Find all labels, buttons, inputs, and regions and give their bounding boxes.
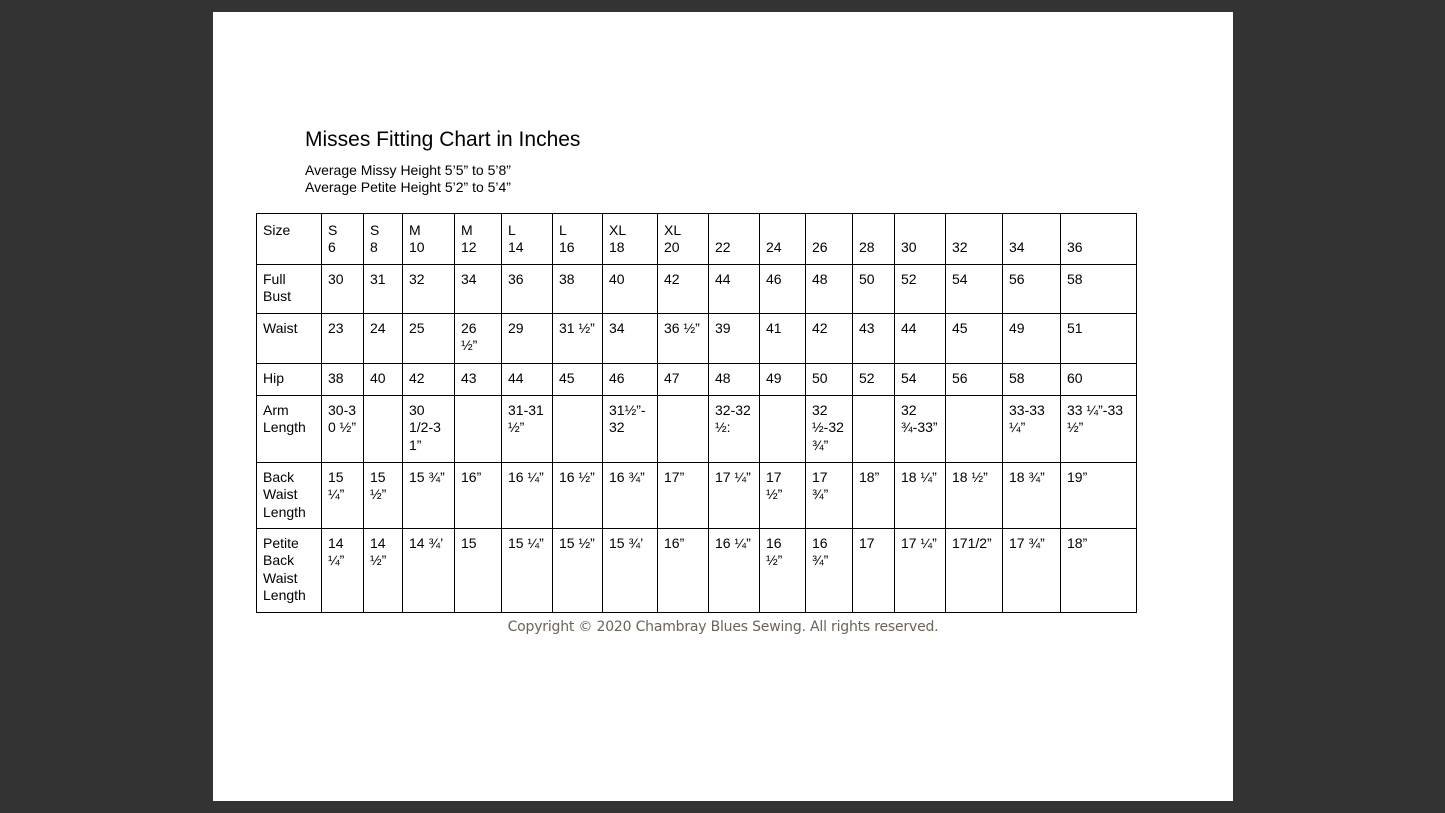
cell-text: 43: [461, 370, 477, 386]
cell-text: 15 ¾’: [609, 535, 644, 551]
table-row-petite-back-waist-length: [257, 529, 1137, 613]
table-cell: [403, 364, 455, 396]
cell-text: 20: [664, 239, 680, 256]
table-cell: [502, 396, 553, 463]
table-cell: [502, 314, 553, 364]
cell-text: [859, 222, 890, 239]
table-cell: [553, 396, 603, 463]
cell-text: 26: [461, 320, 477, 336]
cell-text: 15 ½”: [559, 535, 595, 551]
cell-text: 30: [328, 271, 344, 287]
table-cell: [709, 529, 760, 613]
cell-text: 16 ¾”: [609, 469, 645, 485]
table-cell: [364, 214, 403, 265]
cell-text: 18”: [1067, 535, 1088, 551]
cell-text: 15 ¼”: [508, 535, 544, 551]
table-cell: [455, 314, 502, 364]
petite-height-note: Average Petite Height 5’2” to 5’4”: [305, 179, 511, 195]
table-cell: [658, 396, 709, 463]
cell-text: 23: [328, 320, 344, 336]
table-cell: [760, 396, 806, 463]
row-header-cell: [257, 396, 322, 463]
cell-text: 24: [370, 320, 386, 336]
cell-text: ¾”: [812, 552, 829, 569]
cell-text: 42: [409, 370, 425, 386]
cell-text: 28: [859, 239, 875, 256]
table-cell: [806, 364, 853, 396]
cell-text: ½”: [766, 486, 783, 503]
row-header-cell: [257, 529, 322, 613]
cell-text: ½”: [370, 552, 387, 569]
cell-text: 32-32: [715, 402, 751, 418]
table-cell: [502, 364, 553, 396]
cell-text: ½”: [1067, 419, 1084, 436]
row-header-cell: [257, 265, 322, 314]
cell-text: 48: [812, 271, 828, 287]
table-cell: [709, 265, 760, 314]
cell-text: [901, 222, 941, 239]
cell-text: 10: [409, 239, 425, 256]
cell-text: 44: [508, 370, 524, 386]
cell-text: 30: [901, 239, 917, 256]
table-cell: [603, 364, 658, 396]
table-cell: [853, 529, 895, 613]
cell-text: 17: [812, 469, 828, 485]
document-subtitle: [305, 162, 511, 196]
table-cell: [806, 529, 853, 613]
cell-text: L: [559, 222, 567, 238]
cell-text: 18: [609, 239, 625, 256]
cell-text: 34: [609, 320, 625, 336]
table-cell: [1003, 314, 1061, 364]
table-cell: [895, 214, 946, 265]
cell-text: 25: [409, 320, 425, 336]
cell-text: Hip: [263, 370, 285, 386]
table-row-hip: [257, 364, 1137, 396]
table-cell: [1003, 364, 1061, 396]
cell-text: 8: [370, 239, 378, 256]
cell-text: 36: [508, 271, 524, 287]
cell-text: 44: [901, 320, 917, 336]
cell-text: 54: [901, 370, 917, 386]
cell-text: M: [409, 222, 421, 238]
table-cell: [895, 364, 946, 396]
table-row-arm-length: [257, 396, 1137, 463]
cell-text: 42: [664, 271, 680, 287]
cell-text: 16 ¼”: [508, 469, 544, 485]
table-cell: [455, 463, 502, 529]
cell-text: 31 ½”: [559, 320, 595, 336]
table-cell: [1003, 265, 1061, 314]
table-cell: [658, 463, 709, 529]
cell-text: [952, 222, 998, 239]
copyright-notice: Copyright © 2020 Chambray Blues Sewing. All rights reserved.: [507, 619, 939, 635]
cell-text: 18 ¾”: [1009, 469, 1045, 485]
table-cell: [603, 214, 658, 265]
cell-text: ¾”: [812, 486, 829, 503]
cell-text: 22: [715, 239, 731, 256]
table-cell: [403, 314, 455, 364]
fitting-chart-table: [256, 213, 1137, 613]
table-cell: [1003, 214, 1061, 265]
cell-text: [461, 402, 497, 419]
cell-text: Waist: [263, 320, 298, 336]
cell-text: 12: [461, 239, 477, 256]
table-cell: [364, 463, 403, 529]
cell-text: [370, 402, 398, 419]
table-cell: [709, 463, 760, 529]
table-cell: [553, 463, 603, 529]
cell-text: Bust: [263, 288, 292, 305]
cell-text: Petite: [263, 535, 299, 551]
cell-text: 40: [370, 370, 386, 386]
cell-text: 36 ½”: [664, 320, 700, 336]
table-cell: [946, 463, 1003, 529]
cell-text: Size: [263, 222, 291, 238]
table-cell: [658, 265, 709, 314]
table-cell: [553, 364, 603, 396]
table-cell: [322, 314, 364, 364]
table-cell: [946, 265, 1003, 314]
cell-text: 14: [370, 535, 386, 551]
table-cell: [806, 396, 853, 463]
cell-text: 44: [715, 271, 731, 287]
table-cell: [853, 364, 895, 396]
table-cell: [364, 265, 403, 314]
table-cell: [853, 214, 895, 265]
table-cell: [946, 364, 1003, 396]
cell-text: 41: [766, 320, 782, 336]
table-cell: [455, 396, 502, 463]
table-row-full-bust: [257, 265, 1137, 314]
cell-text: XL: [609, 222, 627, 238]
table-row-back-waist-length: [257, 463, 1137, 529]
document-page: [213, 12, 1233, 801]
cell-text: 16”: [461, 469, 482, 485]
cell-text: 54: [952, 271, 968, 287]
table-row-size: [257, 214, 1137, 265]
table-cell: [658, 214, 709, 265]
cell-text: 17 ¾”: [1009, 535, 1045, 551]
cell-text: 6: [328, 239, 336, 256]
cell-text: 46: [609, 370, 625, 386]
row-header-cell: [257, 463, 322, 529]
cell-text: 58: [1067, 271, 1083, 287]
cell-text: 52: [901, 271, 917, 287]
cell-text: 43: [859, 320, 875, 336]
cell-text: 58: [1009, 370, 1025, 386]
table-cell: [709, 214, 760, 265]
table-cell: [322, 396, 364, 463]
table-cell: [806, 463, 853, 529]
cell-text: 34: [461, 271, 477, 287]
cell-text: 17 ¼”: [715, 469, 751, 485]
cell-text: 40: [609, 271, 625, 287]
cell-text: 32: [812, 402, 828, 418]
cell-text: 16: [812, 535, 828, 551]
table-cell: [895, 463, 946, 529]
cell-text: [715, 222, 755, 239]
cell-text: ½-32: [812, 419, 844, 436]
cell-text: M: [461, 222, 473, 238]
cell-text: 17: [859, 535, 875, 551]
table-cell: [455, 364, 502, 396]
table-cell: [322, 463, 364, 529]
cell-text: [766, 222, 801, 239]
cell-text: 48: [715, 370, 731, 386]
table-cell: [322, 265, 364, 314]
cell-text: ¾-33”: [901, 419, 938, 436]
cell-text: 33-33: [1009, 402, 1045, 418]
cell-text: [664, 402, 704, 419]
table-cell: [806, 265, 853, 314]
cell-text: 18”: [859, 469, 880, 485]
cell-text: 15: [461, 535, 477, 551]
table-cell: [709, 364, 760, 396]
cell-text: Back: [263, 469, 295, 485]
cell-text: [559, 402, 598, 419]
table-cell: [364, 396, 403, 463]
table-cell: [760, 364, 806, 396]
cell-text: Back: [263, 552, 295, 569]
table-cell: [322, 364, 364, 396]
cell-text: ½”: [461, 337, 478, 354]
table-cell: [853, 463, 895, 529]
table-cell: [853, 396, 895, 463]
cell-text: L: [508, 222, 516, 238]
table-cell: [895, 529, 946, 613]
cell-text: XL: [664, 222, 682, 238]
table-row-waist: [257, 314, 1137, 364]
cell-text: S: [370, 222, 380, 238]
cell-text: S: [328, 222, 338, 238]
table-cell: [553, 529, 603, 613]
table-cell: [455, 214, 502, 265]
table-cell: [502, 463, 553, 529]
table-cell: [553, 265, 603, 314]
cell-text: 32: [952, 239, 968, 256]
cell-text: 29: [508, 320, 524, 336]
cell-text: ¾”: [812, 436, 829, 453]
cell-text: 39: [715, 320, 731, 336]
cell-text: 32: [901, 402, 917, 418]
cell-text: 56: [952, 370, 968, 386]
table-cell: [853, 265, 895, 314]
table-cell: [455, 529, 502, 613]
table-cell: [403, 396, 455, 463]
cell-text: 26: [812, 239, 828, 256]
cell-text: 19”: [1067, 469, 1088, 485]
cell-text: ½”: [370, 486, 387, 503]
table-cell: [364, 529, 403, 613]
cell-text: 45: [559, 370, 575, 386]
cell-text: 16: [766, 535, 782, 551]
table-cell: [806, 214, 853, 265]
cell-text: [1009, 222, 1056, 239]
table-cell: [553, 214, 603, 265]
table-cell: [853, 314, 895, 364]
table-cell: [603, 265, 658, 314]
table-cell: [658, 314, 709, 364]
cell-text: 31: [370, 271, 386, 287]
cell-text: 47: [664, 370, 680, 386]
table-cell: [603, 529, 658, 613]
cell-text: 32: [609, 419, 625, 436]
cell-text: 34: [1009, 239, 1025, 256]
table-cell: [1003, 396, 1061, 463]
cell-text: 30: [409, 402, 425, 418]
table-cell: [1003, 529, 1061, 613]
table-cell: [658, 364, 709, 396]
cell-text: ½”: [508, 419, 525, 436]
table-cell: [1061, 314, 1137, 364]
table-cell: [760, 529, 806, 613]
table-cell: [760, 265, 806, 314]
table-cell: [946, 396, 1003, 463]
cell-text: 15: [370, 469, 386, 485]
cell-text: [766, 402, 801, 419]
cell-text: 1”: [409, 436, 422, 453]
table-cell: [502, 265, 553, 314]
table-cell: [946, 214, 1003, 265]
table-cell: [895, 265, 946, 314]
cell-text: Length: [263, 503, 306, 520]
cell-text: [952, 402, 998, 419]
table-cell: [709, 314, 760, 364]
cell-text: 15 ¾”: [409, 469, 445, 485]
cell-text: 38: [328, 370, 344, 386]
cell-text: 49: [766, 370, 782, 386]
table-cell: [403, 463, 455, 529]
table-cell: [895, 314, 946, 364]
cell-text: ¼”: [328, 486, 345, 503]
table-cell: [1061, 396, 1137, 463]
cell-text: ½:: [715, 419, 731, 436]
cell-text: 17 ¼”: [901, 535, 937, 551]
table-cell: [322, 529, 364, 613]
cell-text: 17: [766, 469, 782, 485]
cell-text: 16 ½”: [559, 469, 595, 485]
table-cell: [1061, 364, 1137, 396]
table-cell: [806, 314, 853, 364]
cell-text: 50: [859, 271, 875, 287]
table-cell: [709, 396, 760, 463]
table-cell: [658, 529, 709, 613]
table-cell: [455, 265, 502, 314]
cell-text: Arm: [263, 402, 289, 418]
cell-text: 14 ¾’: [409, 535, 444, 551]
cell-text: 18 ¼”: [901, 469, 937, 485]
table-cell: [322, 214, 364, 265]
cell-text: 31-31: [508, 402, 544, 418]
cell-text: 171/2”: [952, 535, 992, 551]
cell-text: Full: [263, 271, 286, 287]
table-cell: [760, 314, 806, 364]
cell-text: ¼”: [1009, 419, 1026, 436]
row-header-cell: [257, 314, 322, 364]
table-cell: [403, 214, 455, 265]
row-header-cell: [257, 364, 322, 396]
cell-text: 60: [1067, 370, 1083, 386]
table-cell: [1061, 265, 1137, 314]
cell-text: 38: [559, 271, 575, 287]
cell-text: 0 ½”: [328, 419, 357, 436]
cell-text: 56: [1009, 271, 1025, 287]
table-cell: [760, 463, 806, 529]
table-cell: [603, 396, 658, 463]
table-cell: [760, 214, 806, 265]
cell-text: 15: [328, 469, 344, 485]
cell-text: 24: [766, 239, 782, 256]
cell-text: 49: [1009, 320, 1025, 336]
cell-text: 31½”-: [609, 402, 646, 418]
cell-text: 16: [559, 239, 575, 256]
table-cell: [946, 529, 1003, 613]
cell-text: Waist: [263, 569, 298, 586]
table-cell: [1061, 214, 1137, 265]
table-cell: [895, 396, 946, 463]
cell-text: Waist: [263, 486, 298, 503]
table-cell: [364, 364, 403, 396]
cell-text: 14: [508, 239, 524, 256]
table-cell: [603, 463, 658, 529]
cell-text: Length: [263, 586, 306, 603]
cell-text: 52: [859, 370, 875, 386]
cell-text: 16 ¼”: [715, 535, 751, 551]
cell-text: 33 ¼”-33: [1067, 402, 1124, 418]
cell-text: 51: [1067, 320, 1083, 336]
cell-text: 17”: [664, 469, 685, 485]
cell-text: 50: [812, 370, 828, 386]
cell-text: 42: [812, 320, 828, 336]
cell-text: 46: [766, 271, 782, 287]
cell-text: 36: [1067, 239, 1083, 256]
table-cell: [364, 314, 403, 364]
table-cell: [403, 529, 455, 613]
cell-text: ¼”: [328, 552, 345, 569]
table-cell: [502, 529, 553, 613]
table-cell: [1061, 529, 1137, 613]
table-cell: [1061, 463, 1137, 529]
cell-text: 1/2-3: [409, 419, 441, 436]
table-cell: [603, 314, 658, 364]
cell-text: 32: [409, 271, 425, 287]
cell-text: 16”: [664, 535, 685, 551]
missy-height-note: Average Missy Height 5’5” to 5’8”: [305, 162, 511, 178]
row-header-cell: [257, 214, 322, 265]
cell-text: [812, 222, 848, 239]
document-title: Misses Fitting Chart in Inches: [305, 128, 581, 151]
cell-text: ½”: [766, 552, 783, 569]
cell-text: [859, 402, 890, 419]
cell-text: Length: [263, 419, 306, 436]
cell-text: 30-3: [328, 402, 357, 418]
cell-text: 18 ½”: [952, 469, 988, 485]
cell-text: [1067, 222, 1132, 239]
cell-text: 45: [952, 320, 968, 336]
table-cell: [502, 214, 553, 265]
table-cell: [403, 265, 455, 314]
table-cell: [946, 314, 1003, 364]
cell-text: 14: [328, 535, 344, 551]
table-cell: [1003, 463, 1061, 529]
table-cell: [553, 314, 603, 364]
